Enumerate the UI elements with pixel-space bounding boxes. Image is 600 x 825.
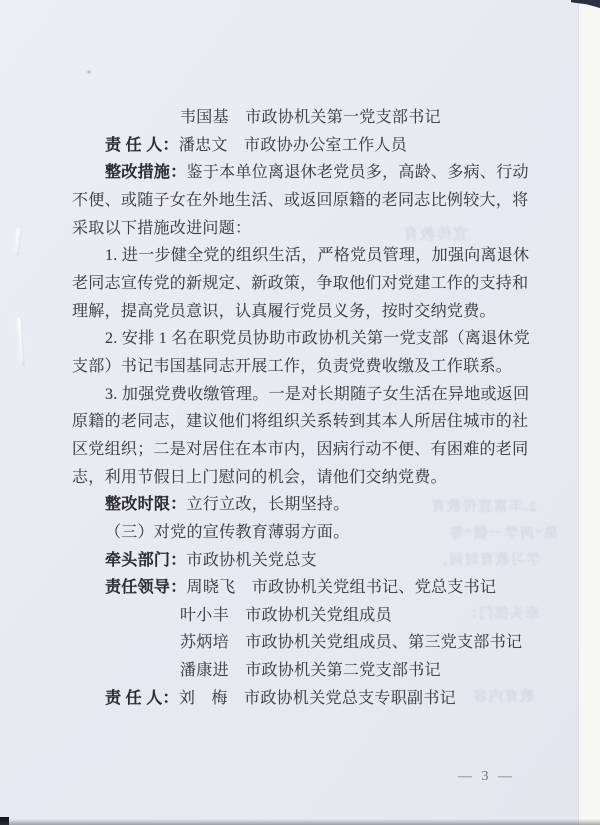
text-run: 支部）书记韦国基同志开展工作，负责党费收缴及工作联系。 bbox=[72, 357, 513, 375]
text-line bbox=[72, 685, 534, 713]
text-line bbox=[72, 381, 534, 409]
text-run: 鉴于本单位离退休老党员多，高龄、多病、行动 bbox=[186, 164, 529, 182]
field-label: 责 任 人： bbox=[105, 136, 179, 154]
text-run: 潘康进 市政协机关第二党支部书记 bbox=[180, 662, 441, 680]
bleedthrough-text: 学习教育时间， bbox=[432, 553, 541, 568]
text-line bbox=[72, 547, 534, 575]
text-line bbox=[72, 464, 534, 492]
text-run: 周晓飞 市政协机关党组书记、党总支书记 bbox=[186, 579, 497, 597]
paper-crease-mark bbox=[17, 318, 23, 364]
text-line bbox=[72, 187, 534, 215]
text-line bbox=[72, 325, 534, 353]
field-label: 责任领导： bbox=[105, 579, 187, 597]
text-line bbox=[72, 270, 534, 298]
scan-speck bbox=[87, 70, 91, 74]
text-line bbox=[72, 104, 534, 132]
field-label: 整改措施： bbox=[105, 164, 187, 182]
field-label: 整改时限： bbox=[105, 496, 187, 514]
text-run: 立行立改，长期坚持。 bbox=[186, 496, 350, 514]
text-run: 叶小丰 市政协机关党组成员 bbox=[180, 606, 392, 624]
text-line bbox=[72, 491, 534, 519]
text-run: 韦国基 市政协机关第一党支部书记 bbox=[180, 109, 441, 126]
text-line bbox=[72, 353, 534, 381]
bleedthrough-text: 果“两学一做”等 bbox=[448, 527, 558, 542]
text-run: 1. 进一步健全党的组织生活，严格党员管理，加强向离退休 bbox=[105, 247, 530, 265]
bleedthrough-text: 宣传教育 bbox=[402, 227, 469, 243]
text-line bbox=[72, 298, 534, 326]
text-run: 不便、或随子女在外地生活、或返回原籍的老同志比例较大，将 bbox=[72, 191, 529, 209]
text-line bbox=[72, 657, 534, 685]
document-lines bbox=[72, 104, 534, 712]
text-run: 苏炳培 市政协机关党组成员、第三党支部书记 bbox=[180, 634, 523, 652]
text-run: 潘忠文 市政协办公室工作人员 bbox=[178, 136, 408, 154]
text-line bbox=[72, 629, 534, 657]
text-line bbox=[72, 132, 534, 160]
text-run: 老同志宣传党的新规定、新政策，争取他们对党建工作的支持和 bbox=[72, 274, 529, 292]
bleedthrough-text: 2.丰富宣传教育 bbox=[430, 500, 537, 515]
text-line bbox=[72, 574, 534, 602]
bleedthrough-text: 教育内容 bbox=[472, 690, 534, 705]
text-run: 志，利用节假日上门慰问的机会，请他们交纳党费。 bbox=[72, 468, 447, 486]
text-line bbox=[72, 408, 534, 436]
paper-crease-mark bbox=[15, 228, 21, 254]
field-label: 责 任 人： bbox=[105, 689, 179, 707]
text-run: 原籍的老同志，建议他们将组织关系转到其本人所居住城市的社 bbox=[72, 413, 529, 431]
text-line bbox=[72, 436, 534, 464]
page-number: — 3 — bbox=[458, 769, 515, 784]
text-line bbox=[72, 215, 534, 243]
text-run: 市政协机关党总支 bbox=[186, 551, 317, 569]
document-body bbox=[72, 104, 534, 712]
text-run: 采取以下措施改进问题： bbox=[72, 219, 252, 237]
text-run: （三）对党的宣传教育薄弱方面。 bbox=[105, 523, 350, 541]
text-run: 理解，提高党员意识，认真履行党员义务，按时交纳党费。 bbox=[72, 302, 496, 320]
field-label: 牵头部门： bbox=[105, 551, 187, 569]
scan-bottom-edge-shadow bbox=[0, 819, 600, 825]
text-line bbox=[72, 602, 534, 630]
text-run: 刘 梅 市政协机关党总支专职副书记 bbox=[178, 689, 456, 707]
bleedthrough-text: 牵头部门： bbox=[462, 607, 540, 622]
text-run: 区党组织；二是对居住在本市内，因病行动不便、有困难的老同 bbox=[72, 440, 529, 458]
text-line bbox=[72, 159, 534, 187]
text-run: 3. 加强党费收缴管理。一是对长期随子女生活在异地或返回 bbox=[105, 385, 530, 403]
text-line bbox=[72, 242, 534, 270]
text-run: 2. 安排 1 名在职党员协助市政协机关第一党支部（离退休党 bbox=[105, 330, 531, 348]
page-right-edge bbox=[578, 0, 600, 825]
text-line bbox=[72, 519, 534, 547]
